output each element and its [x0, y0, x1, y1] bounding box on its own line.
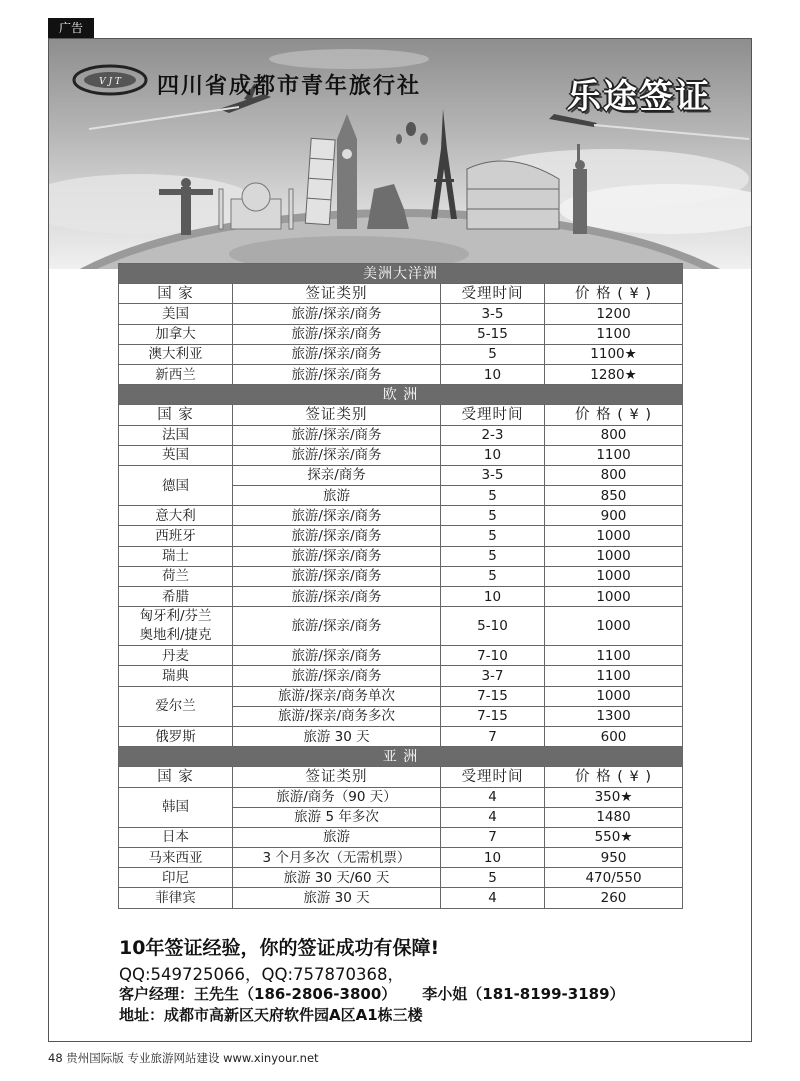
- time-cell: 7: [441, 827, 545, 847]
- price-cell: 1000: [545, 607, 683, 646]
- price-cell: 470/550: [545, 868, 683, 888]
- type-cell: 3 个月多次（无需机票）: [233, 848, 441, 868]
- country-cell: 希腊: [119, 587, 233, 607]
- price-cell: 950: [545, 848, 683, 868]
- time-cell: 4: [441, 807, 545, 827]
- table-row: [119, 465, 683, 485]
- price-cell: 1000: [545, 546, 683, 566]
- col-country: 国 家: [119, 767, 233, 787]
- header-row: [119, 405, 683, 425]
- type-cell: 旅游/探亲/商务: [233, 506, 441, 526]
- country-cell: 韩国: [119, 787, 233, 827]
- time-cell: 5: [441, 526, 545, 546]
- country-cell: 美国: [119, 304, 233, 324]
- table-row: [119, 868, 683, 888]
- table-row: [119, 686, 683, 706]
- table-row: [119, 324, 683, 344]
- price-cell: 350★: [545, 787, 683, 807]
- price-cell: 1100★: [545, 344, 683, 364]
- travel-banner: [49, 39, 751, 269]
- visa-price-table: [118, 263, 683, 909]
- slogan: 10年签证经验，你的签证成功有保障!: [119, 937, 440, 959]
- time-cell: 3-5: [441, 304, 545, 324]
- section-row: [119, 747, 683, 767]
- section-asia: 亚 洲: [119, 747, 683, 767]
- time-cell: 7: [441, 726, 545, 746]
- col-price: 价 格 ( ¥ ): [545, 284, 683, 304]
- page-title: 乐途签证: [567, 77, 711, 117]
- country-cell: 俄罗斯: [119, 726, 233, 746]
- price-cell: 1200: [545, 304, 683, 324]
- country-line: 奥地利/捷克: [139, 627, 212, 644]
- col-time: 受理时间: [441, 405, 545, 425]
- type-cell: 旅游/探亲/商务: [233, 587, 441, 607]
- type-cell: 旅游/探亲/商务: [233, 526, 441, 546]
- manager-1: 客户经理：王先生（186-2806-3800）: [119, 985, 397, 1003]
- time-cell: 5: [441, 486, 545, 506]
- type-cell: 探亲/商务: [233, 465, 441, 485]
- price-cell: 600: [545, 726, 683, 746]
- type-cell: 旅游 5 年多次: [233, 807, 441, 827]
- col-country: 国 家: [119, 405, 233, 425]
- time-cell: 5-15: [441, 324, 545, 344]
- table-row: [119, 666, 683, 686]
- country-cell: 马来西亚: [119, 848, 233, 868]
- section-europe: 欧 洲: [119, 385, 683, 405]
- table-row: [119, 607, 683, 646]
- col-type: 签证类别: [233, 284, 441, 304]
- time-cell: 2-3: [441, 425, 545, 445]
- time-cell: 5-10: [441, 607, 545, 646]
- price-cell: 1300: [545, 706, 683, 726]
- col-time: 受理时间: [441, 767, 545, 787]
- type-cell: 旅游/探亲/商务: [233, 646, 441, 666]
- country-cell: 爱尔兰: [119, 686, 233, 726]
- time-cell: 7-15: [441, 706, 545, 726]
- country-cell: 新西兰: [119, 364, 233, 384]
- price-cell: 800: [545, 465, 683, 485]
- col-time: 受理时间: [441, 284, 545, 304]
- table-row: [119, 344, 683, 364]
- agency-logo: [71, 63, 149, 97]
- table-row: [119, 546, 683, 566]
- type-cell: 旅游/商务（90 天）: [233, 787, 441, 807]
- price-cell: 550★: [545, 827, 683, 847]
- country-cell: 法国: [119, 425, 233, 445]
- country-cell: 日本: [119, 827, 233, 847]
- ad-tag: 广告: [48, 18, 94, 38]
- country-cell: 瑞士: [119, 546, 233, 566]
- time-cell: 4: [441, 888, 545, 908]
- table-row: [119, 587, 683, 607]
- table-row: [119, 726, 683, 746]
- time-cell: 5: [441, 868, 545, 888]
- price-cell: 1000: [545, 526, 683, 546]
- table-row: [119, 848, 683, 868]
- time-cell: 5: [441, 566, 545, 586]
- agency-name: 四川省成都市青年旅行社: [157, 74, 422, 99]
- price-cell: 1480: [545, 807, 683, 827]
- type-cell: 旅游/探亲/商务: [233, 364, 441, 384]
- country-cell: 澳大利亚: [119, 344, 233, 364]
- col-type: 签证类别: [233, 405, 441, 425]
- time-cell: 10: [441, 445, 545, 465]
- country-cell: 英国: [119, 445, 233, 465]
- svg-text:V J T: V J T: [99, 77, 121, 87]
- page-footer: 48 贵州国际版 专业旅游网站建设 www.xinyour.net: [48, 1051, 319, 1065]
- price-cell: 1000: [545, 566, 683, 586]
- country-cell: 瑞典: [119, 666, 233, 686]
- table-row: [119, 445, 683, 465]
- time-cell: 5: [441, 506, 545, 526]
- table-row: [119, 787, 683, 807]
- time-cell: 3-5: [441, 465, 545, 485]
- type-cell: 旅游/探亲/商务: [233, 324, 441, 344]
- country-cell: 德国: [119, 465, 233, 505]
- time-cell: 7-15: [441, 686, 545, 706]
- time-cell: 10: [441, 364, 545, 384]
- table-row: [119, 888, 683, 908]
- visa-price-table-wrapper: [118, 263, 682, 909]
- country-cell: 丹麦: [119, 646, 233, 666]
- price-cell: 260: [545, 888, 683, 908]
- manager-2: 李小姐（181-8199-3189）: [422, 985, 625, 1003]
- col-price: 价 格 ( ¥ ): [545, 767, 683, 787]
- country-cell: 加拿大: [119, 324, 233, 344]
- price-cell: 1000: [545, 587, 683, 607]
- price-cell: 1100: [545, 324, 683, 344]
- type-cell: 旅游: [233, 486, 441, 506]
- header-row: [119, 284, 683, 304]
- time-cell: 4: [441, 787, 545, 807]
- type-cell: 旅游/探亲/商务: [233, 546, 441, 566]
- type-cell: 旅游/探亲/商务: [233, 607, 441, 646]
- country-cell: [119, 607, 233, 646]
- price-cell: 1100: [545, 646, 683, 666]
- type-cell: 旅游 30 天: [233, 726, 441, 746]
- col-price: 价 格 ( ¥ ): [545, 405, 683, 425]
- price-cell: 1280★: [545, 364, 683, 384]
- table-row: [119, 566, 683, 586]
- price-cell: 1100: [545, 445, 683, 465]
- type-cell: 旅游 30 天: [233, 888, 441, 908]
- country-cell: 荷兰: [119, 566, 233, 586]
- section-row: [119, 385, 683, 405]
- price-cell: 900: [545, 506, 683, 526]
- type-cell: 旅游: [233, 827, 441, 847]
- table-row: [119, 425, 683, 445]
- time-cell: 7-10: [441, 646, 545, 666]
- type-cell: 旅游/探亲/商务: [233, 566, 441, 586]
- price-cell: 1000: [545, 686, 683, 706]
- country-cell: 菲律宾: [119, 888, 233, 908]
- table-row: [119, 526, 683, 546]
- type-cell: 旅游 30 天/60 天: [233, 868, 441, 888]
- time-cell: 10: [441, 587, 545, 607]
- type-cell: 旅游/探亲/商务: [233, 304, 441, 324]
- col-country: 国 家: [119, 284, 233, 304]
- address: 地址：成都市高新区天府软件园A区A1栋三楼: [119, 1006, 423, 1024]
- type-cell: 旅游/探亲/商务: [233, 425, 441, 445]
- table-row: [119, 304, 683, 324]
- type-cell: 旅游/探亲/商务: [233, 666, 441, 686]
- section-row: [119, 264, 683, 284]
- type-cell: 旅游/探亲/商务: [233, 445, 441, 465]
- table-row: [119, 827, 683, 847]
- price-cell: 850: [545, 486, 683, 506]
- manager-contacts: [119, 983, 625, 1004]
- time-cell: 3-7: [441, 666, 545, 686]
- country-line: 匈牙利/芬兰: [139, 608, 212, 625]
- price-cell: 1100: [545, 666, 683, 686]
- qq-contact: QQ:549725066，QQ:757870368，: [119, 965, 405, 984]
- type-cell: 旅游/探亲/商务: [233, 344, 441, 364]
- table-row: [119, 646, 683, 666]
- type-cell: 旅游/探亲/商务多次: [233, 706, 441, 726]
- advertisement-frame: [48, 38, 752, 1042]
- time-cell: 5: [441, 344, 545, 364]
- type-cell: 旅游/探亲/商务单次: [233, 686, 441, 706]
- country-cell: 印尼: [119, 868, 233, 888]
- country-cell: 意大利: [119, 506, 233, 526]
- section-americas: 美洲大洋洲: [119, 264, 683, 284]
- time-cell: 5: [441, 546, 545, 566]
- header-row: [119, 767, 683, 787]
- country-cell: 西班牙: [119, 526, 233, 546]
- col-type: 签证类别: [233, 767, 441, 787]
- table-row: [119, 364, 683, 384]
- time-cell: 10: [441, 848, 545, 868]
- table-row: [119, 506, 683, 526]
- price-cell: 800: [545, 425, 683, 445]
